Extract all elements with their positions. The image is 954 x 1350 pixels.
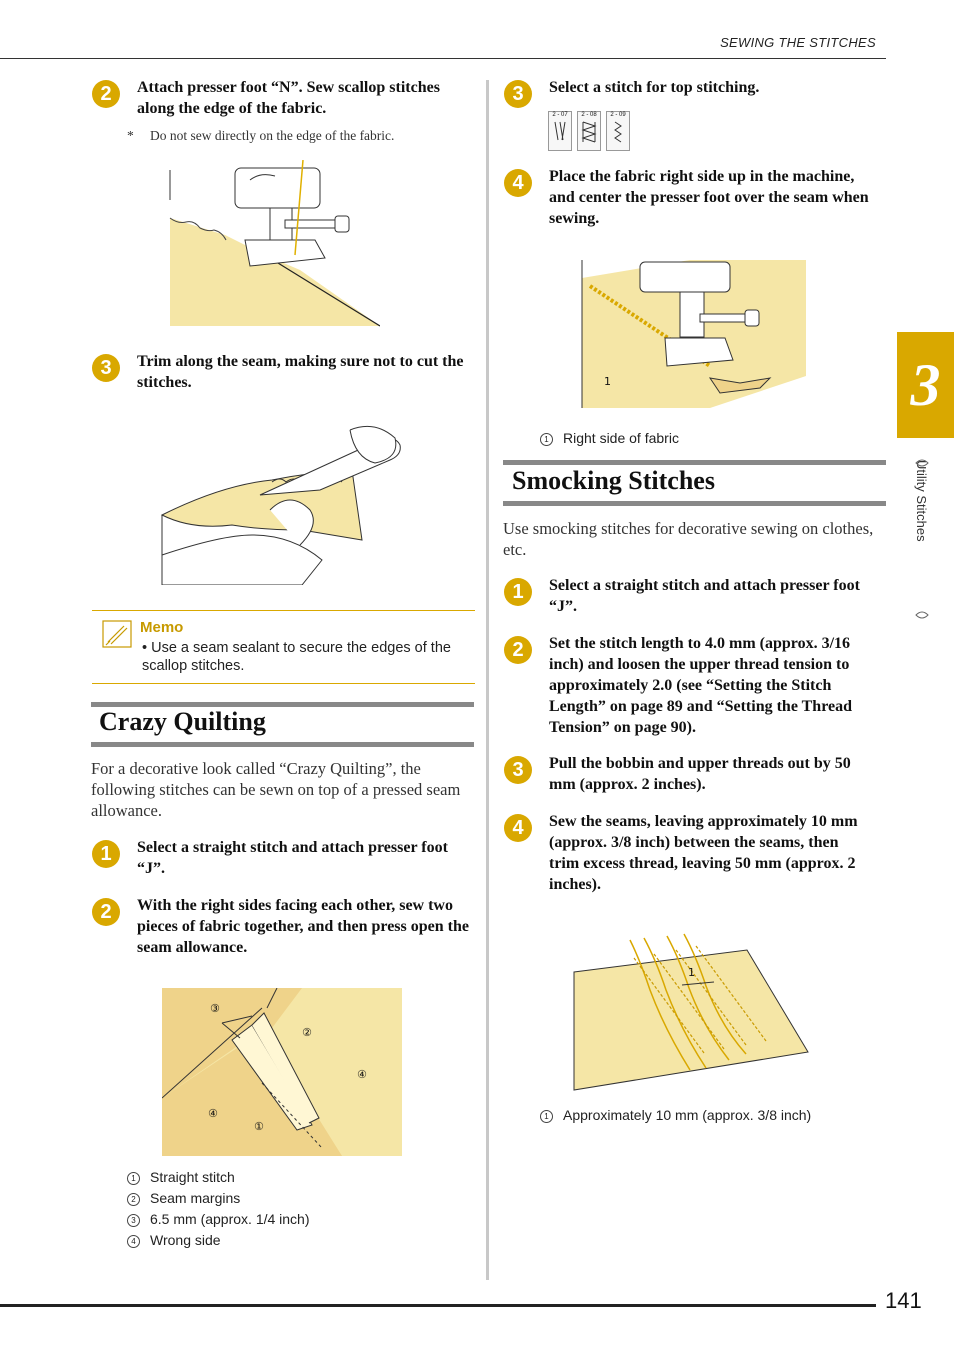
callout-4: ④ xyxy=(357,1068,367,1081)
stitch-key-group xyxy=(548,111,628,151)
caption-text: 6.5 mm (approx. 1/4 inch) xyxy=(150,1211,310,1227)
step-number: 2 xyxy=(92,898,120,926)
zigzag-stitch-icon xyxy=(607,118,629,146)
caption-number: 1 xyxy=(127,1172,140,1185)
step-text: Attach presser foot “N”. Sew scallop stitches along the edge of the fabric. xyxy=(137,79,440,117)
side-label-text: Utility Stitches xyxy=(914,460,929,542)
stitch-key[interactable] xyxy=(577,111,601,151)
callout-1: 1 xyxy=(604,375,611,388)
page-number: 141 xyxy=(885,1288,922,1313)
caption-number: 4 xyxy=(127,1235,140,1248)
callout-4: ④ xyxy=(208,1107,218,1120)
callout-1: 1 xyxy=(688,966,695,979)
header-rule xyxy=(0,58,886,59)
step-number: 3 xyxy=(504,756,532,784)
caption-item xyxy=(127,1209,310,1230)
step-text: Sew the seams, leaving approximately 10 mm (approx. 3/8 inch) between the seams, then trim excess thread, leaving 50 mm (approx. 2 inches). xyxy=(549,813,858,893)
stitch-key-label: 2 - 09 xyxy=(610,112,626,118)
smocking-caption xyxy=(540,1105,811,1126)
caption-text: Seam margins xyxy=(150,1190,241,1206)
footer-rule xyxy=(0,1304,876,1307)
caption-text: Straight stitch xyxy=(150,1169,235,1185)
note-text: Do not sew directly on the edge of the fabric. xyxy=(150,128,395,143)
memo-top-rule xyxy=(92,610,475,611)
step-number: 4 xyxy=(504,814,532,842)
memo-text: • Use a seam sealant to secure the edges of the scallop stitches. xyxy=(142,640,451,674)
ornament-icon xyxy=(914,456,930,470)
memo-pencil-icon xyxy=(102,620,134,650)
feather-stitch-icon xyxy=(578,118,600,146)
column-divider xyxy=(486,80,489,1280)
stitch-key[interactable] xyxy=(548,111,572,151)
section-bottom-bar xyxy=(91,742,474,747)
step-number: 2 xyxy=(92,80,120,108)
step-number: 3 xyxy=(504,80,532,108)
step-text: Select a straight stitch and attach presser foot “J”. xyxy=(549,577,860,615)
step-number: 2 xyxy=(504,636,532,664)
trimming-illustration xyxy=(160,420,410,585)
memo-bottom-rule xyxy=(92,683,475,684)
caption-list xyxy=(127,1167,310,1251)
step-number: 1 xyxy=(92,840,120,868)
step-text: With the right sides facing each other, sew two pieces of fabric together, and then press open the seam allowance. xyxy=(137,897,469,956)
ornament-icon xyxy=(914,608,930,622)
step-text: Set the stitch length to 4.0 mm (approx. 3/16 inch) and loosen the upper thread tension to approximately 2.0 (see “Setting the Stitch Length” on page 89 and “Setting the Thread Tension” on page 90). xyxy=(549,635,853,736)
step-text: Trim along the seam, making sure not to cut the stitches. xyxy=(137,353,464,391)
section-bottom-bar xyxy=(503,501,886,506)
section-top-bar xyxy=(503,460,886,465)
step-text: Place the fabric right side up in the machine, and center the presser foot over the seam when sewing. xyxy=(549,168,869,227)
caption-number: 1 xyxy=(540,433,553,446)
step-text: Pull the bobbin and upper threads out by 50 mm (approx. 2 inches). xyxy=(549,755,851,793)
step-number: 3 xyxy=(92,354,120,382)
step-text: Select a straight stitch and attach presser foot “J”. xyxy=(137,839,448,877)
stitch-key[interactable] xyxy=(606,111,630,151)
caption-number: 3 xyxy=(127,1214,140,1227)
chapter-number: 3 xyxy=(910,352,941,418)
step-number: 4 xyxy=(504,169,532,197)
caption-text: Approximately 10 mm (approx. 3/8 inch) xyxy=(563,1107,812,1123)
callout-1: ① xyxy=(254,1120,264,1133)
place-caption xyxy=(540,428,679,449)
section-title-crazy-quilting: Crazy Quilting xyxy=(99,707,266,736)
stitch-key-label: 2 - 08 xyxy=(581,112,597,118)
caption-text: Right side of fabric xyxy=(563,430,679,446)
section-title-smocking: Smocking Stitches xyxy=(512,466,715,495)
caption-item xyxy=(127,1230,310,1251)
step-number: 1 xyxy=(504,578,532,606)
caption-item xyxy=(127,1188,310,1209)
caption-number: 2 xyxy=(127,1193,140,1206)
triple-straight-stitch-icon xyxy=(549,118,571,146)
scallop-sewing-illustration xyxy=(165,160,380,330)
running-head: SEWING THE STITCHES xyxy=(720,35,876,50)
note-mark: * xyxy=(127,128,134,143)
memo-label: Memo xyxy=(140,619,184,636)
smocking-seams-illustration xyxy=(572,930,810,1095)
callout-3: ③ xyxy=(210,1002,220,1015)
caption-text: Wrong side xyxy=(150,1232,221,1248)
step-text: Select a stitch for top stitching. xyxy=(549,79,760,96)
crazy-quilting-intro: For a decorative look called “Crazy Quilting”, the following stitches can be sewn on top of a pressed seam allowance. xyxy=(91,759,461,820)
stitch-key-label: 2 - 07 xyxy=(552,112,568,118)
callout-2: ② xyxy=(302,1026,312,1039)
smocking-intro: Use smocking stitches for decorative sewing on clothes, etc. xyxy=(503,519,874,559)
caption-number: 1 xyxy=(540,1110,553,1123)
caption-item xyxy=(127,1167,310,1188)
seam-allowance-illustration xyxy=(162,988,404,1158)
presser-foot-illustration xyxy=(580,258,808,410)
